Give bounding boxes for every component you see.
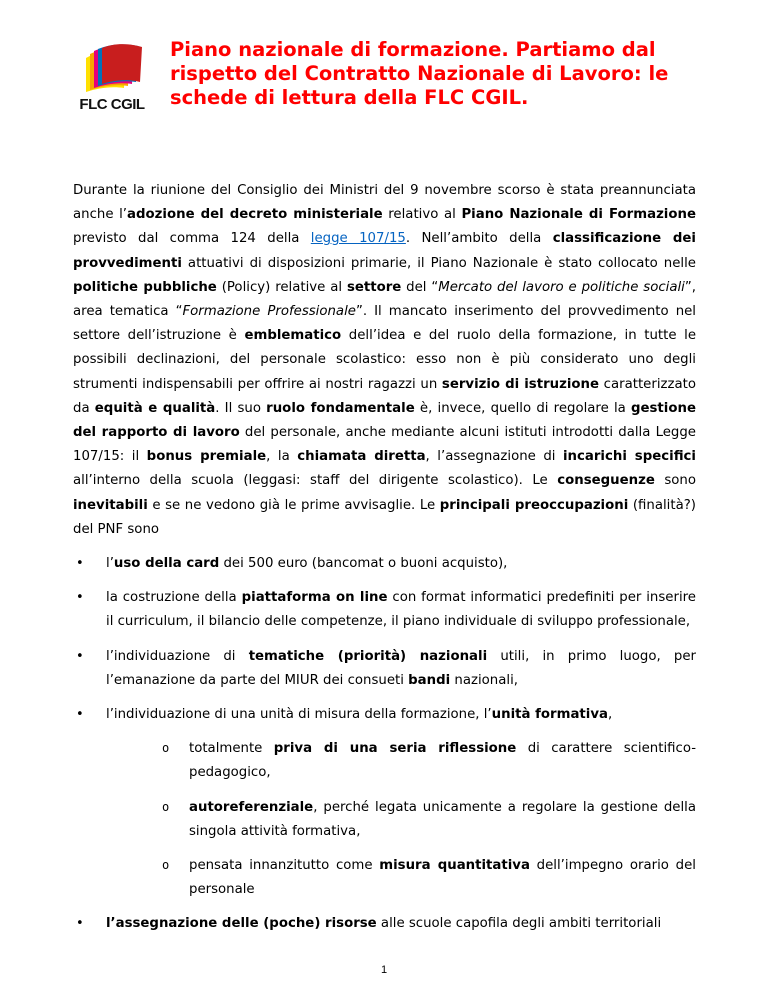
sublist-item: o pensata innanzitutto come misura quantitativa dell’impegno orario del personale xyxy=(106,854,696,902)
sublist-item: o totalmente priva di una seria riflessione di carattere scientifico-pedagogico, xyxy=(106,737,696,785)
document-title: Piano nazionale di formazione. Partiamo dal rispetto del Contratto Nazionale di Lavoro: le schede di lettura della FLC CGIL. xyxy=(170,38,669,109)
list-item: • l’individuazione di una unità di misura della formazione, l’unità formativa, o totalmente priva di una seria riflessione di carattere scientifico-pedagogico, o autoreferenziale, perché legata unicamente a regolare la gestione della singola attività formativa, o pensata innanzitutto come misura quantitativa dell’impegno orario del personale xyxy=(73,703,696,902)
concerns-list xyxy=(73,552,696,937)
logo-text: FLC CGIL xyxy=(79,96,145,113)
page-number: 1 xyxy=(380,964,388,976)
sublist xyxy=(106,737,696,902)
intro-paragraph: Durante la riunione del Consiglio dei Ministri del 9 novembre scorso è stata preannunciata anche l’adozione del decreto ministeriale relativo al Piano Nazionale di Formazione previsto dal comma 124 della legge 107/15. Nell’ambito della classificazione dei provvedimenti attuativi di disposizioni primarie, il Piano Nazionale è stato collocato nelle politiche pubbliche (Policy) relative al settore del “Mercato del lavoro e politiche sociali”, area tematica “Formazione Professionale”. Il mancato inserimento del provvedimento nel settore dell’istruzione è emblematico dell’idea e del ruolo della formazione, in tutte le possibili declinazioni, del personale scolastico: esso non è più considerato uno degli strumenti indispensabili per offrire ai nostri ragazzi un servizio di istruzione caratterizzato da equità e qualità. Il suo ruolo fondamentale è, invece, quello di regolare la gestione del rapporto di lavoro del personale, anche mediante alcuni istituti introdotti dalla Legge 107/15: il bonus premiale, la chiamata diretta, l’assegnazione di incarichi specifici all’interno della scuola (leggasi: staff del dirigente scolastico). Le conseguenze sono inevitabili e se ne vedono già le prime avvisaglie. Le principali preoccupazioni (finalità?) del PNF sono xyxy=(73,183,696,537)
sublist-item: o autoreferenziale, perché legata unicamente a regolare la gestione della singola attività formativa, xyxy=(106,796,696,844)
list-item: • l’individuazione di tematiche (priorità) nazionali utili, in primo luogo, per l’emanazione da parte del MIUR dei consueti bandi nazionali, xyxy=(73,645,696,693)
document-body xyxy=(73,179,696,937)
legge-107-15-link[interactable]: legge 107/15 xyxy=(310,231,406,247)
list-item: • l’assegnazione delle (poche) risorse alle scuole capofila degli ambiti territoriali xyxy=(73,912,696,936)
flc-cgil-logo xyxy=(76,44,148,124)
list-item: • la costruzione della piattaforma on line con format informatici predefiniti per inserire il curriculum, il bilancio delle competenze, il piano individuale di sviluppo professionale, xyxy=(73,586,696,634)
logo-flag-icon xyxy=(76,44,148,94)
list-item: • l’uso della card dei 500 euro (bancomat o buoni acquisto), xyxy=(73,552,696,576)
